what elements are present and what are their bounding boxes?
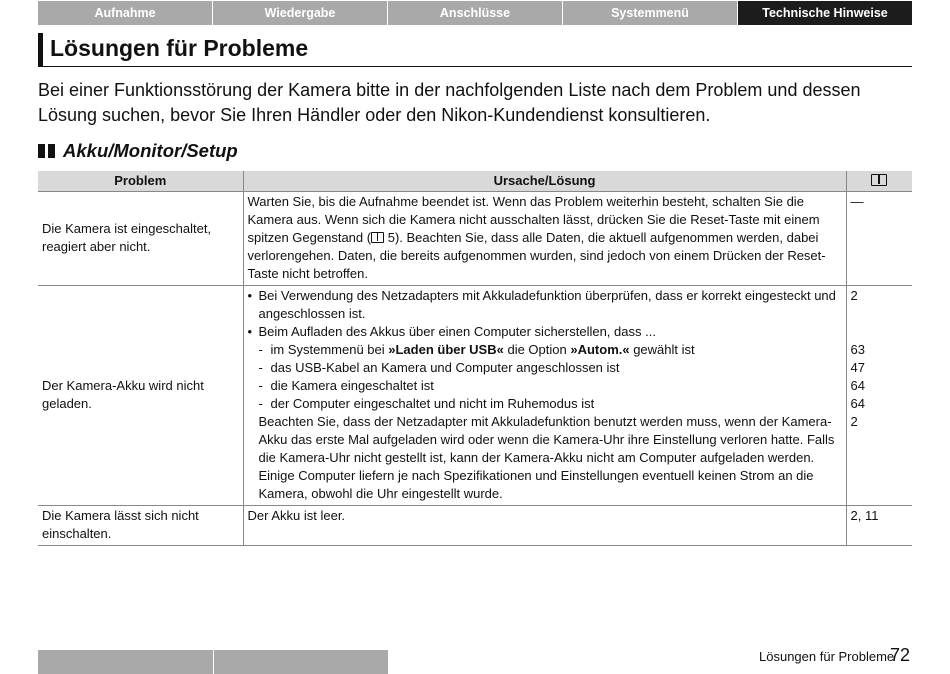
tab-technische-hinweise[interactable]: Technische Hinweise	[738, 1, 912, 25]
problem-cell: Der Kamera-Akku wird nicht geladen.	[38, 286, 243, 506]
sub-list-item: - im Systemmenü bei »Laden über USB« die Option »Autom.« gewählt ist	[258, 342, 695, 357]
book-icon	[371, 232, 384, 243]
section-heading	[38, 140, 238, 162]
cause-cell: Warten Sie, bis die Aufnahme beendet ist. Wenn das Problem weiterhin besteht, schalten Sie die Kamera aus. Wenn sich die Kamera nicht ausschalten lässt, drücken Sie die Reset-Taste mit einem spitzen Gegenstand ( 5). Beachten Sie, dass alle Daten, die aktuell aufgenommen werden, dabei verlorengehen. Daten, die bereits aufgenommen wurden, sind jedoch von einem Drücken der Reset-Taste nicht betroffen.	[243, 192, 846, 286]
section-heading-text: Akku/Monitor/Setup	[63, 140, 238, 161]
footer-section-name: Lösungen für Probleme	[759, 649, 895, 664]
page-number: 72	[890, 645, 911, 665]
tab-aufnahme[interactable]: Aufnahme	[38, 1, 213, 25]
page-reference[interactable]: 47	[850, 360, 865, 375]
page-reference[interactable]: 64	[850, 378, 865, 393]
intro-text: Bei einer Funktionsstörung der Kamera bitte in der nachfolgenden Liste nach dem Problem und dessen Lösung suchen, bevor Sie Ihren Händler oder den Nikon-Kundendienst konsultieren.	[38, 80, 861, 125]
reference-cell[interactable]: 2, 11	[846, 506, 912, 546]
page-title: Lösungen für Probleme	[38, 33, 912, 67]
page-reference[interactable]: 2	[850, 288, 858, 303]
sub-list-item: - das USB-Kabel an Kamera und Computer angeschlossen ist	[258, 360, 620, 375]
column-header-reference	[846, 171, 912, 192]
table-row	[38, 192, 912, 286]
problem-cell: Die Kamera ist eingeschaltet, reagiert aber nicht.	[38, 192, 243, 286]
column-header-cause: Ursache/Lösung	[243, 171, 846, 192]
list-item: • Beim Aufladen des Akkus über einen Computer sicherstellen, dass ...	[247, 324, 656, 339]
sub-list-item: - die Kamera eingeschaltet ist	[258, 378, 434, 393]
page-reference[interactable]: 2	[850, 414, 858, 429]
tab-systemmenue[interactable]: Systemmenü	[563, 1, 738, 25]
tab-anschluesse[interactable]: Anschlüsse	[388, 1, 563, 25]
troubleshooting-table	[38, 171, 912, 546]
cause-cell: Der Akku ist leer.	[243, 506, 846, 546]
reference-cell: —	[846, 192, 912, 286]
problem-cell: Die Kamera lässt sich nicht einschalten.	[38, 506, 243, 546]
nav-tabs	[38, 1, 912, 25]
list-item: • Bei Verwendung des Netzadapters mit Akkuladefunktion überprüfen, dass er korrekt eingesteckt und angeschlossen ist.	[247, 288, 836, 321]
page-reference[interactable]: 64	[850, 396, 865, 411]
footer-bar	[38, 650, 388, 674]
column-header-problem: Problem	[38, 171, 243, 192]
cause-cell	[243, 286, 846, 506]
section-marker-icon	[38, 144, 55, 158]
book-icon	[871, 174, 887, 186]
sub-list-item: - der Computer eingeschaltet und nicht im Ruhemodus ist	[258, 396, 595, 411]
note-text: Beachten Sie, dass der Netzadapter mit Akkuladefunktion benutzt werden muss, wenn der Kamera-Akku das erste Mal aufgeladen wird oder wenn die Kamera-Uhr ihre Einstellung verloren hatte. Falls die Kamera-Uhr nicht gestellt ist, kann der Kamera-Akku nicht am Computer aufgeladen werden. Einige Computer liefern je nach Spezifikationen und Einstellungen eventuell keinen Strom an die Kamera, obwohl die Uhr eingestellt wurde.	[258, 414, 835, 501]
table-row	[38, 286, 912, 506]
tab-wiedergabe[interactable]: Wiedergabe	[213, 1, 388, 25]
page-reference[interactable]: 63	[850, 342, 865, 357]
table-row	[38, 506, 912, 546]
reference-cell	[846, 286, 912, 506]
page-reference[interactable]: 5	[387, 230, 395, 245]
